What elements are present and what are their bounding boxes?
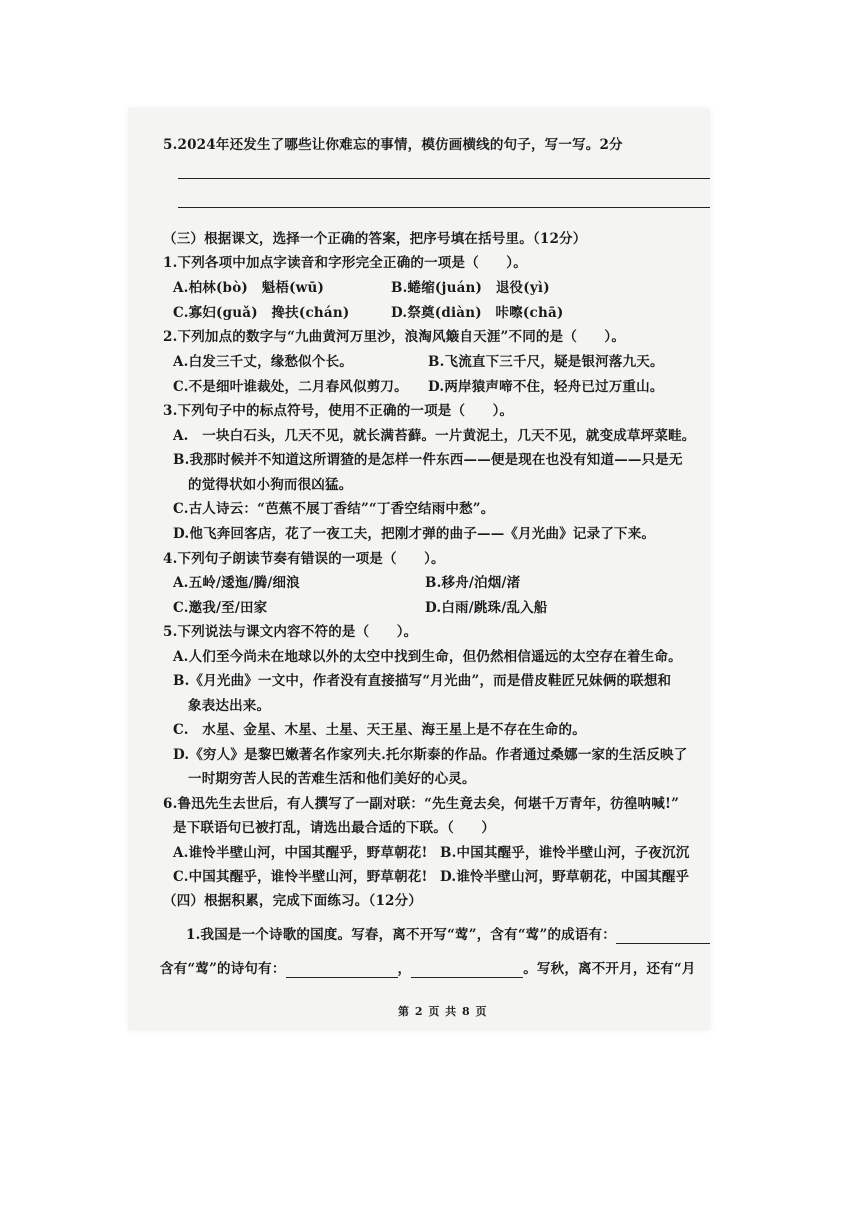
s3-q5-option-b-line1: B.《月光曲》一文中，作者没有直接描写“月光曲”，而是借皮鞋匠兄妹俩的联想和 (173, 673, 672, 689)
section3-heading: （三）根据课文，选择一个正确的答案，把序号填在括号里。（12分） (163, 231, 587, 247)
s3-q6-option-d: D.谁怜半壁山河，野草朝花，中国其醒乎 (440, 869, 690, 885)
s3-q2-option-d: D.两岸猿声啼不住，轻舟已过万重山。 (428, 379, 664, 395)
s3-q3-option-b-line2: 的觉得状如小狗而很凶猛。 (188, 477, 353, 493)
s3-q4-option-b: B.移舟/泊烟/渚 (425, 575, 521, 591)
s3-q6-stem-line2: 是下联语句已被打乱，请选出最合适的下联。（ ） (173, 820, 496, 836)
s3-q3-option-c: C.古人诗云：“芭蕉不展丁香结”“丁香空结雨中愁”。 (173, 501, 495, 517)
s3-q5-option-c: C. 水星、金星、木星、土星、天王星、海王星上是不存在生命的。 (173, 722, 586, 738)
s4-q1-line2-text-b: 。写秋，离不开月，还有“月 (523, 961, 696, 977)
s3-q6-option-c: C.中国其醒乎，谁怜半壁山河，野草朝花! (173, 869, 428, 885)
s3-q3-option-b-line1: B.我那时候并不知道这所谓猹的是怎样一件东西——便是现在也没有知道——只是无 (173, 452, 683, 468)
s4-q1-line1-text: 1.我国是一个诗歌的国度。写春，离不开写“莺”，含有“莺”的成语有： (186, 927, 616, 943)
poem-answer-blank-1[interactable] (286, 963, 398, 978)
s3-q4-option-c: C.邀我/至/田家 (173, 600, 268, 616)
s4-q1-line2-sep: ， (397, 961, 412, 977)
answer-line-1[interactable] (178, 178, 710, 179)
s3-q2-option-a: A.白发三千丈，缘愁似个长。 (173, 354, 353, 370)
s4-q1-line1 (186, 926, 710, 944)
s3-q2-stem: 2.下列加点的数字与“九曲黄河万里沙，浪淘风簸自天涯”不同的是（ ）。 (163, 329, 626, 345)
s4-q1-line2-text-a: 含有“莺”的诗句有： (160, 961, 286, 977)
s3-q2-option-b: B.飞流直下三千尺，疑是银河落九天。 (428, 354, 664, 370)
s3-q5-option-a: A.人们至今尚未在地球以外的太空中找到生命，但仍然相信遥远的太空存在着生命。 (173, 649, 682, 665)
s3-q3-option-d: D.他飞奔回客店，花了一夜工夫，把刚才弹的曲子——《月光曲》记录了下来。 (173, 526, 656, 542)
page-number-footer: 第 2 页 共 8 页 (398, 1005, 488, 1018)
s3-q3-stem: 3.下列句子中的标点符号，使用不正确的一项是（ ）。 (163, 403, 514, 419)
s3-q6-option-a: A.谁怜半壁山河，中国其醒乎，野草朝花! (173, 845, 428, 861)
idiom-answer-blank[interactable] (616, 929, 710, 944)
answer-line-2[interactable] (178, 207, 710, 208)
s3-q5-option-d-line2: 一时期穷苦人民的苦难生活和他们美好的心灵。 (188, 771, 476, 787)
s3-q4-stem: 4.下列句子朗读节奏有错误的一项是（ ）。 (163, 551, 445, 567)
s3-q5-option-d-line1: D.《穷人》是黎巴嫩著名作家列夫.托尔斯泰的作品。作者通过桑娜一家的生活反映了 (173, 747, 688, 763)
s3-q2-option-c: C.不是细叶谁裁处，二月春风似剪刀。 (173, 379, 408, 395)
s3-q4-option-d: D.白雨/跳珠/乱入船 (425, 600, 548, 616)
exam-page (128, 108, 710, 1030)
s4-q1-line2 (160, 960, 696, 978)
s3-q1-option-b: B.蜷缩(juán) 退役(yì) (391, 280, 550, 296)
s3-q5-stem: 5.下列说法与课文内容不符的是（ ）。 (163, 624, 418, 640)
section4-heading: （四）根据积累，完成下面练习。（12分） (163, 893, 423, 909)
s3-q1-option-c: C.寡妇(guǎ) 搀扶(chán) (173, 305, 350, 321)
s3-q4-option-a: A.五岭/逶迤/腾/细浪 (173, 575, 300, 591)
s3-q1-stem: 1.下列各项中加点字读音和字形完全正确的一项是（ ）。 (163, 255, 527, 271)
poem-answer-blank-2[interactable] (411, 963, 523, 978)
s3-q5-option-b-line2: 象表达出来。 (188, 698, 271, 714)
s3-q1-option-a: A.柏林(bò) 魁梧(wū) (173, 280, 325, 296)
s3-q6-stem-line1: 6.鲁迅先生去世后，有人撰写了一副对联：“先生竟去矣，何堪千万青年，彷徨呐喊!” (163, 796, 680, 812)
s3-q6-option-b: B.中国其醒乎，谁怜半壁山河，子夜沉沉 (440, 845, 690, 861)
s3-q1-option-d: D.祭奠(diàn) 咔嚓(chā) (391, 305, 564, 321)
s3-q3-option-a: A. 一块白石头，几天不见，就长满苔藓。一片黄泥土，几天不见，就变成草坪菜畦。 (173, 428, 696, 444)
q5-writing-prompt: 5.2024年还发生了哪些让你难忘的事情，模仿画横线的句子，写一写。2分 (163, 137, 623, 153)
